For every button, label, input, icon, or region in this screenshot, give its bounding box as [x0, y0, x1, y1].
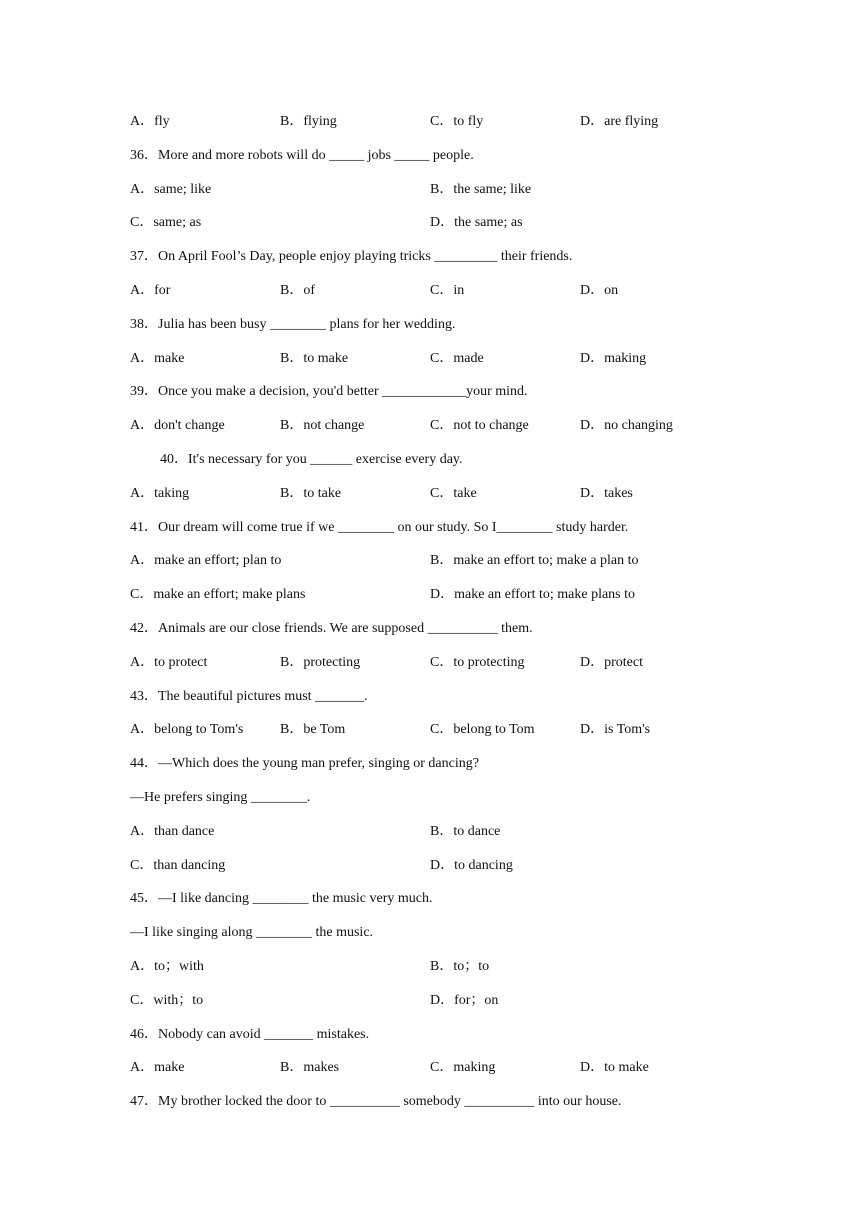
answer-option: B．of: [280, 283, 315, 298]
answer-option: C．not to change: [430, 418, 529, 434]
answer-option: D．protect: [580, 654, 643, 670]
question-line: 41．Our dream will come true if we ________ on our study. So I________ study harder.: [130, 519, 629, 535]
question-line: 38．Julia has been busy ________ plans for her wedding.: [130, 316, 456, 332]
answer-option: A．same; like: [130, 181, 212, 197]
answer-option: A．for: [130, 283, 171, 298]
answer-option: B．the same; like: [430, 181, 532, 197]
options-row: [130, 856, 730, 876]
options-row: [130, 112, 730, 132]
question-line: 43．The beautiful pictures must _______.: [130, 688, 368, 704]
answer-option: B．to make: [280, 350, 349, 366]
answer-option: D．to dancing: [430, 857, 513, 873]
answer-option: A．belong to Tom's: [130, 722, 244, 738]
answer-option: A．make an effort; plan to: [130, 553, 282, 569]
question-line: 36．More and more robots will do _____ jobs _____ people.: [130, 147, 474, 163]
answer-option: C．to protecting: [430, 654, 525, 670]
options-row: [130, 585, 730, 605]
answer-option: C．to fly: [430, 114, 484, 129]
answer-option: D．making: [580, 350, 647, 366]
answer-option: C．in: [430, 283, 465, 298]
answer-option: D．no changing: [580, 418, 673, 434]
question-line: 42．Animals are our close friends. We are supposed __________ them.: [130, 621, 533, 636]
answer-option: C．same; as: [130, 215, 202, 231]
answer-option: C．take: [430, 485, 477, 501]
answer-option: A．don't change: [130, 418, 225, 434]
answer-option: B．to dance: [430, 823, 501, 839]
options-row: [130, 653, 730, 673]
answer-option: C．make an effort; make plans: [130, 587, 306, 603]
answer-option: A．make: [130, 1060, 185, 1076]
options-row: [130, 991, 730, 1011]
question-line: 39．Once you make a decision, you'd better ____________your mind.: [130, 384, 528, 400]
answer-option: D．the same; as: [430, 215, 523, 231]
options-row: [130, 551, 730, 571]
answer-option: A．to；with: [130, 959, 204, 974]
answer-option: D．make an effort to; make plans to: [430, 587, 636, 603]
answer-option: D．are flying: [580, 114, 659, 129]
answer-option: C．made: [430, 350, 484, 366]
answer-option: D．to make: [580, 1060, 649, 1076]
options-row: [130, 349, 730, 369]
options-row: [130, 416, 730, 436]
answer-option: D．takes: [580, 485, 633, 501]
answer-option: D．for；on: [430, 992, 499, 1008]
options-row: [130, 720, 730, 740]
answer-option: B．makes: [280, 1060, 340, 1076]
options-row: [130, 213, 730, 233]
answer-option: B．to；to: [430, 959, 490, 974]
options-row: [130, 281, 730, 301]
options-row: [130, 957, 730, 977]
options-row: [130, 484, 730, 504]
answer-option: D．is Tom's: [580, 722, 651, 738]
question-line: 44．—Which does the young man prefer, singing or dancing?: [130, 756, 479, 772]
options-row: [130, 822, 730, 842]
answer-option: B．be Tom: [280, 722, 346, 738]
options-row: [130, 1058, 730, 1078]
options-row: [130, 180, 730, 200]
question-line: 47．My brother locked the door to __________ somebody __________ into our house.: [130, 1094, 622, 1110]
answer-option: B．to take: [280, 485, 342, 501]
answer-option: B．flying: [280, 114, 337, 129]
answer-option: C．making: [430, 1060, 496, 1076]
answer-option: C．belong to Tom: [430, 722, 535, 738]
question-line: 45．—I like dancing ________ the music very much.: [130, 891, 433, 907]
answer-option: B．protecting: [280, 654, 361, 670]
answer-option: B．not change: [280, 418, 365, 434]
answer-option: A．taking: [130, 485, 190, 501]
question-line: 46．Nobody can avoid _______ mistakes.: [130, 1026, 370, 1042]
answer-option: D．on: [580, 283, 619, 298]
question-line: —I like singing along ________ the music.: [130, 925, 374, 941]
answer-option: C．with；to: [130, 992, 204, 1008]
answer-option: A．than dance: [130, 823, 215, 839]
answer-option: A．fly: [130, 114, 170, 129]
answer-option: C．than dancing: [130, 857, 226, 873]
answer-option: A．make: [130, 350, 185, 366]
answer-option: B．make an effort to; make a plan to: [430, 553, 639, 569]
answer-option: A．to protect: [130, 654, 208, 670]
question-line: —He prefers singing ________.: [130, 790, 311, 805]
question-line: 40．It's necessary for you ______ exercise every day.: [160, 452, 463, 467]
question-line: 37．On April Fool’s Day, people enjoy playing tricks _________ their friends.: [130, 249, 573, 265]
